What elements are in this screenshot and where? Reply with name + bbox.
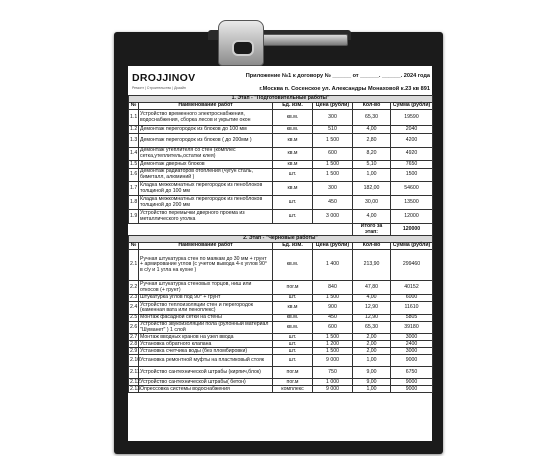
sum: 2040 xyxy=(391,126,433,134)
row-number: 2.10 xyxy=(129,355,139,367)
price: 300 xyxy=(313,110,353,126)
column-header: № xyxy=(129,243,139,250)
work-name: Устройство временного электроснабжения, водоснабжения, сборка лесов и укрытие окон xyxy=(139,110,273,126)
price: 450 xyxy=(313,315,353,322)
unit: шт. xyxy=(273,295,313,302)
unit: кв.м xyxy=(273,161,313,169)
work-name: Установка ремонтной муфты на пластиковый стояк xyxy=(139,355,273,367)
quantity: 30,00 xyxy=(353,196,391,210)
quantity: 8,20 xyxy=(353,148,391,161)
work-name: Демонтаж утеплителя со стен (комплес сетка,утеплитель,остатки клея) xyxy=(139,148,273,161)
stage-title: 2. Этап - "Черновые работы" xyxy=(129,236,433,243)
unit: шт. xyxy=(273,169,313,182)
work-name: Демонтаж радиаторов отопления (чугун сталь, биметалл, алюминий ) xyxy=(139,169,273,182)
price: 900 xyxy=(313,302,353,315)
table-row xyxy=(129,196,433,210)
unit: шт. xyxy=(273,355,313,367)
sum: 9000 xyxy=(391,386,433,393)
total-value: 120000 xyxy=(391,224,433,236)
sum: 3000 xyxy=(391,348,433,355)
company-logo: DROJJINOV xyxy=(132,72,196,84)
row-number: 2.12 xyxy=(130,378,141,385)
table-row xyxy=(129,134,433,148)
unit: кв.м xyxy=(273,182,313,196)
unit: кв.м. xyxy=(273,250,313,281)
price: 1 500 xyxy=(313,295,353,302)
row-number: 2.8 xyxy=(130,340,138,347)
work-name: Устройство перемычки дверного проема из металлического уголка xyxy=(139,210,273,224)
clip-hole xyxy=(232,40,254,56)
quantity: 2,00 xyxy=(353,334,391,341)
table-row xyxy=(129,367,433,379)
table-row xyxy=(129,348,433,355)
table-row xyxy=(129,302,433,315)
row-number: 2.3 xyxy=(130,294,138,301)
row-number: 2.7 xyxy=(130,333,138,340)
column-headers xyxy=(129,243,433,250)
column-header: Наименование работ xyxy=(139,243,273,250)
table-row xyxy=(129,182,433,196)
unit: шт. xyxy=(273,334,313,341)
unit: шт. xyxy=(273,348,313,355)
clip-lever xyxy=(262,34,348,46)
sum: 6750 xyxy=(391,367,433,379)
quantity: 2,00 xyxy=(353,348,391,355)
work-name: Кладка межкомнатных перегородок из пеноблоков толщиной до 200 мм xyxy=(139,196,273,210)
column-header: Сумма (рубли) xyxy=(391,243,433,250)
row-number: 2.13 xyxy=(130,385,141,392)
appendix-title: Приложение №1 к договору № ______ от ______. ______. 2024 года xyxy=(245,73,430,79)
unit: кв.м xyxy=(273,148,313,161)
quantity: 12,90 xyxy=(353,315,391,322)
price: 750 xyxy=(313,367,353,379)
estimate-table-body xyxy=(129,96,433,393)
price: 600 xyxy=(313,322,353,334)
price: 450 xyxy=(313,196,353,210)
price-sheet xyxy=(128,66,432,441)
table-row xyxy=(129,210,433,224)
table-row xyxy=(129,169,433,182)
quantity: 4,00 xyxy=(353,295,391,302)
unit: пог.м xyxy=(273,281,313,295)
row-number: 2.4 xyxy=(129,302,139,315)
estimate-table xyxy=(128,95,433,393)
table-row xyxy=(129,295,433,302)
column-header: № xyxy=(129,103,139,110)
sum: 4920 xyxy=(391,148,433,161)
price: 1 400 xyxy=(313,250,353,281)
column-header: Сумма (рубли) xyxy=(391,103,433,110)
row-number: 2.1 xyxy=(129,250,139,281)
sum: 12000 xyxy=(391,210,433,224)
quantity: 9,00 xyxy=(353,367,391,379)
table-row xyxy=(129,355,433,367)
column-headers xyxy=(129,103,433,110)
row-number: 1.3 xyxy=(129,134,139,148)
quantity: 182,00 xyxy=(353,182,391,196)
object-address: г.Москва п. Сосенское ул. Александры Монаховой к.23 кв 891 xyxy=(259,86,430,92)
quantity: 5,10 xyxy=(353,161,391,169)
row-number: 2.9 xyxy=(130,347,138,354)
work-name: Монтаж вводных кранов на узел ввода xyxy=(139,334,273,341)
work-name: Устройство теплоизоляции стен и перегородок (каменная вата или пеноплекс) xyxy=(139,302,273,315)
row-number: 2.6 xyxy=(129,322,139,334)
sum: 5805 xyxy=(391,315,433,322)
stage-1-header xyxy=(129,96,433,103)
row-number: 1.7 xyxy=(129,182,139,196)
row-number: 2.5 xyxy=(130,314,138,321)
sum: 299460 xyxy=(391,250,433,281)
table-row xyxy=(129,250,433,281)
table-row xyxy=(129,379,433,386)
table-row xyxy=(129,334,433,341)
stage-2-header xyxy=(129,236,433,243)
logo-subtitle: Ремонт | Строительство | Дизайн xyxy=(132,86,186,90)
unit: кв.м xyxy=(273,134,313,148)
price: 3 000 xyxy=(313,210,353,224)
stage-1-total xyxy=(129,224,433,236)
column-header: Цена (рубли) xyxy=(313,103,353,110)
unit: кв.м xyxy=(273,302,313,315)
quantity: 213,90 xyxy=(353,250,391,281)
work-name: Устройство сантехнической штрабы (кирпич,блок) xyxy=(139,367,273,379)
unit: кв.м. xyxy=(273,126,313,134)
price: 1 500 xyxy=(313,348,353,355)
work-name: Установка счетчика воды (без пломбировки) xyxy=(139,348,273,355)
sum: 39180 xyxy=(391,322,433,334)
unit: кв.м. xyxy=(273,322,313,334)
column-header: Ед. изм. xyxy=(273,103,313,110)
sum: 19590 xyxy=(391,110,433,126)
sum: 3000 xyxy=(391,334,433,341)
price: 600 xyxy=(313,148,353,161)
quantity: 12,90 xyxy=(353,302,391,315)
price: 300 xyxy=(313,182,353,196)
work-name: Ручная штукатурка стеновых торцов, ниш или откосов (+ грунт) xyxy=(139,281,273,295)
table-row xyxy=(129,281,433,295)
quantity: 1,00 xyxy=(353,355,391,367)
column-header: Ед. изм. xyxy=(273,243,313,250)
sum: 6000 xyxy=(391,295,433,302)
sum: 54600 xyxy=(391,182,433,196)
sum: 13500 xyxy=(391,196,433,210)
work-name: Штукатурка углов под 90° + грунт xyxy=(139,295,273,302)
row-number: 1.5 xyxy=(130,160,138,167)
table-row xyxy=(129,341,433,348)
work-name: Демонтаж дверных блоков xyxy=(139,161,273,169)
unit: шт. xyxy=(273,210,313,224)
table-row xyxy=(129,161,433,169)
work-name: Демонтаж перегородок из блоков ( до 200мм ) xyxy=(139,134,273,148)
column-header: Наименование работ xyxy=(139,103,273,110)
sum: 4200 xyxy=(391,134,433,148)
row-number: 1.6 xyxy=(129,169,139,182)
work-name: Устройство сантехнической штрабы( бетон) xyxy=(139,379,273,386)
sum: 7650 xyxy=(391,161,433,169)
price: 1 000 xyxy=(313,379,353,386)
row-number: 1.4 xyxy=(129,148,139,161)
price: 1 500 xyxy=(313,334,353,341)
row-number: 1.1 xyxy=(129,110,139,126)
quantity: 65,30 xyxy=(353,110,391,126)
price: 840 xyxy=(313,281,353,295)
unit: кв.м. xyxy=(273,110,313,126)
column-header: Кол-во xyxy=(353,243,391,250)
work-name: Кладка межкомнатных перегородок из пеноблоков толщиной до 100 мм xyxy=(139,182,273,196)
quantity: 65,30 xyxy=(353,322,391,334)
work-name: Устройство звукоизоляции пола (рулонный материал "Шуманет" ) 1 слой xyxy=(139,322,273,334)
stage-title: 1. Этап - "Подготовительные работы" xyxy=(129,96,433,103)
unit: комплекс xyxy=(273,386,313,393)
quantity: 4,00 xyxy=(353,210,391,224)
quantity: 2,80 xyxy=(353,134,391,148)
sum: 1500 xyxy=(391,169,433,182)
quantity: 9,00 xyxy=(353,379,391,386)
row-number: 2.2 xyxy=(129,281,139,295)
table-row xyxy=(129,386,433,393)
table-row xyxy=(129,126,433,134)
row-number: 1.9 xyxy=(129,210,139,224)
quantity: 2,00 xyxy=(353,341,391,348)
sum: 11610 xyxy=(391,302,433,315)
table-row xyxy=(129,322,433,334)
quantity: 1,00 xyxy=(353,386,391,393)
work-name: Ручная штукатурка стен по маякам до 30 мм + грунт + армирование углов (с учетом вывода 4-х углов 90° в с/у и 1 угла на кухне ) xyxy=(139,250,273,281)
unit: кв.м. xyxy=(273,315,313,322)
price: 9 000 xyxy=(313,386,353,393)
row-number: 2.11 xyxy=(129,367,139,379)
work-name: Установка обратного клапана xyxy=(139,341,273,348)
sum: 9000 xyxy=(391,355,433,367)
work-name: Монтаж фасадной сетки на стены xyxy=(139,315,273,322)
unit: пог.м xyxy=(273,379,313,386)
work-name: Демонтаж перегородок из блоков до 100 мм xyxy=(139,126,273,134)
unit: пог.м xyxy=(273,367,313,379)
price: 1 500 xyxy=(313,161,353,169)
quantity: 1,00 xyxy=(353,169,391,182)
quantity: 4,00 xyxy=(353,126,391,134)
sum: 2400 xyxy=(391,341,433,348)
unit: шт. xyxy=(273,341,313,348)
price: 1 500 xyxy=(313,134,353,148)
sum: 40152 xyxy=(391,281,433,295)
total-label: Итого за этап: xyxy=(353,224,391,236)
quantity: 47,80 xyxy=(353,281,391,295)
sum: 9000 xyxy=(391,379,433,386)
unit: шт. xyxy=(273,196,313,210)
price: 9 000 xyxy=(313,355,353,367)
column-header: Кол-во xyxy=(353,103,391,110)
price: 1 500 xyxy=(313,169,353,182)
column-header: Цена (рубли) xyxy=(313,243,353,250)
row-number: 1.2 xyxy=(130,125,138,132)
price: 1 200 xyxy=(313,341,353,348)
table-row xyxy=(129,110,433,126)
table-row xyxy=(129,148,433,161)
price: 510 xyxy=(313,126,353,134)
row-number: 1.8 xyxy=(129,196,139,210)
work-name: Опрессовка системы водоснабжения xyxy=(139,386,273,393)
